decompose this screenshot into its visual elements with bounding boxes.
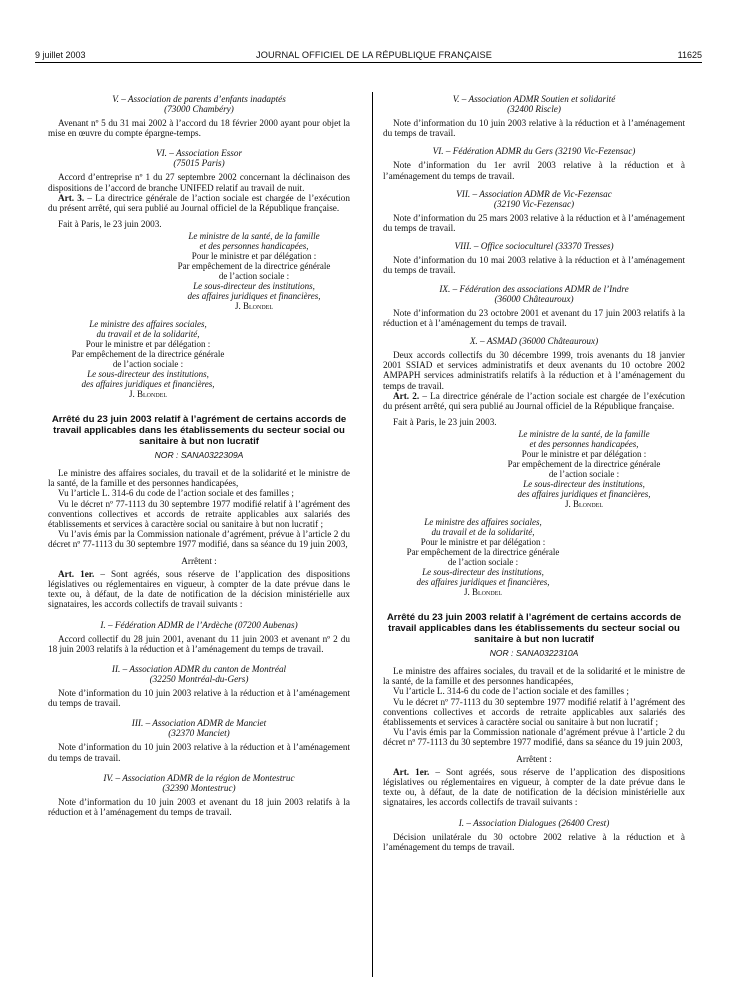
section-heading	[48, 773, 350, 793]
nor-code: NOR : SANA0322309A	[154, 449, 244, 460]
article-label: Art. 3.	[58, 192, 85, 203]
signature-line: Le ministre des affaires sociales,	[89, 319, 207, 330]
section-text: Deux accords collectifs du 30 décembre 1999, trois avenants du 18 janvier 2001 SSIAD et services administratifs et deux avenants du 10 octobre 2002 AMPAPH services administratifs relatifs à la réduction et à l’aménagement du temps de travail.	[383, 350, 685, 391]
section-heading	[383, 284, 685, 304]
signature-line: de l’action sociale :	[447, 557, 519, 568]
section-heading	[48, 94, 350, 114]
signature-line: de l’action sociale :	[218, 271, 290, 282]
signature-line: Pour le ministre et par délégation :	[191, 251, 317, 262]
section-text: Décision unilatérale du 30 octobre 2002 relative à la réduction et à l’aménagement du temps de travail.	[383, 831, 685, 852]
section-location: (32250 Montréal-du-Gers)	[149, 674, 249, 685]
preamble: Vu le décret nº 77-1113 du 30 septembre 1977 modifié relatif à l’agrément des conventions collectives et accords de retraite applicables aux salariés des établissements et services à caractère social ou sanitaire à but non lucratif ;	[48, 498, 350, 530]
article-text: – Sont agréés, sous réserve de l’application des dispositions législatives ou réglementaires en vigueur, à compter de la date prévue dans le texte ou, à défaut, de la date de notification de la décision ministérielle aux signataires, les accords collectifs de travail suivants :	[383, 766, 685, 808]
section-heading	[383, 241, 685, 251]
signature-line: des affaires juridiques et financières,	[187, 291, 321, 302]
section-title: VIII. – Office socioculturel (33370 Tresses)	[454, 241, 614, 252]
nor-reference	[48, 450, 350, 460]
section-heading	[383, 146, 685, 156]
signature-line: Le ministre de la santé, de la famille	[188, 231, 320, 242]
signature-line: du travail et de la solidarité,	[431, 527, 535, 538]
section-heading	[48, 718, 350, 738]
section-title: V. – Association ADMR Soutien et solidarité	[452, 94, 616, 104]
signature-line: des affaires juridiques et financières,	[517, 489, 651, 500]
section-heading	[48, 148, 350, 168]
section-location: (73000 Chambéry)	[164, 104, 234, 114]
signature-line: Le sous-directeur des institutions,	[193, 281, 315, 292]
section-location: (36000 Châteauroux)	[494, 293, 574, 304]
nor-code: NOR : SANA0322310A	[489, 647, 579, 658]
section-text: Note d’information du 10 juin 2003 relative à la réduction et à l’aménagement du temps de travail.	[48, 688, 350, 709]
section-heading	[383, 336, 685, 346]
section-text: Note d’information du 10 juin 2003 relative à la réduction et à l’aménagement du temps de travail.	[383, 118, 685, 139]
signature-line: des affaires juridiques et financières,	[416, 577, 550, 588]
section-text: Note d’information du 1er avril 2003 relative à la réduction et à l’aménagement du temps de travail.	[383, 160, 685, 181]
preamble: Vu l’avis émis par la Commission nationale d’agrément, prévue à l’article 2 du décret nº 77-1113 du 30 septembre 1977 modifié, dans sa séance du 19 juin 2003,	[48, 529, 350, 550]
left-column	[48, 94, 350, 817]
preamble: Vu l’avis émis par la Commission nationale d’agrément prévue à l’article 2 du décret nº 77-1113 du 30 septembre 1977 modifié, dans sa séance du 19 juin 2003,	[383, 727, 685, 748]
section-location: (32400 Riscle)	[507, 104, 561, 114]
section-title: I. – Fédération ADMR de l’Ardèche (07200 Aubenas)	[100, 619, 298, 630]
signature-block-1	[158, 231, 350, 311]
signature-block-1	[483, 429, 685, 509]
section-heading	[48, 664, 350, 684]
signatory-name: J. Blondel	[464, 587, 502, 598]
column-divider	[372, 92, 373, 977]
page-header	[0, 0, 748, 62]
section-text: Note d’information du 10 juin 2003 et avenant du 18 juin 2003 relatifs à la réduction et à l’aménagement du temps de travail.	[48, 796, 350, 818]
header-page-number: 11625	[677, 50, 702, 60]
header-rule	[35, 62, 702, 63]
section-text: Avenant nº 5 du 31 mai 2002 à l’accord du 18 février 2000 ayant pour objet la mise en œuvre du compte épargne-temps.	[48, 118, 350, 139]
section-title: VI. – Association Essor	[155, 148, 243, 159]
signature-line: et des personnes handicapées,	[199, 241, 309, 252]
preamble: Le ministre des affaires sociales, du travail et de la solidarité et le ministre de la santé, de la famille et des personnes handicapées,	[383, 666, 685, 687]
section-title: I. – Association Dialogues (26400 Crest)	[458, 817, 610, 828]
signature-line: Par empêchement de la directrice générale	[71, 349, 225, 360]
article-1	[383, 767, 685, 808]
section-text: Note d’information du 10 mai 2003 relative à la réduction et à l’aménagement du temps de travail.	[383, 255, 685, 276]
signature-line: Le sous-directeur des institutions,	[87, 369, 209, 380]
signature-line: Le sous-directeur des institutions,	[523, 479, 645, 490]
signature-line: Pour le ministre et par délégation :	[420, 537, 546, 548]
decree-title: Arrêté du 23 juin 2003 relatif à l’agrément de certains accords de travail applicables dans les établissements du secteur social ou sanitaire à but non lucratif	[386, 612, 682, 646]
signatory-name: J. Blondel	[565, 499, 603, 510]
section-heading	[383, 189, 685, 209]
preamble: Vu l’article L. 314-6 du code de l’action sociale et des familles ;	[58, 488, 294, 499]
article-1	[48, 569, 350, 610]
preamble: Le ministre des affaires sociales, du travail et de la solidarité et le ministre de la santé, de la famille et des personnes handicapées,	[48, 468, 350, 489]
section-location: (32190 Vic-Fezensac)	[493, 198, 575, 209]
signature-block-2	[48, 319, 248, 399]
article-2	[383, 391, 685, 411]
signature-line: de l’action sociale :	[112, 359, 184, 370]
section-title: X. – ASMAD (36000 Châteauroux)	[469, 336, 599, 347]
section-heading	[383, 818, 685, 828]
section-text: Note d’information du 10 juin 2003 relative à la réduction et à l’aménagement du temps de travail.	[48, 742, 350, 763]
section-location: (75015 Paris)	[173, 158, 225, 169]
section-title: VII. – Association ADMR de Vic-Fezensac	[456, 188, 612, 199]
section-text: Note d’information du 25 mars 2003 relative à la réduction et à l’aménagement du temps de travail.	[383, 212, 685, 234]
section-heading	[48, 620, 350, 630]
signature-line: du travail et de la solidarité,	[96, 329, 200, 340]
right-column	[383, 94, 685, 852]
signature-line: Par empêchement de la directrice générale	[406, 547, 560, 558]
signature-line: des affaires juridiques et financières,	[81, 379, 215, 390]
signatory-name: J. Blondel	[235, 301, 273, 312]
article-text: – La directrice générale de l’action sociale est chargée de l’exécution du présent arrêté, qui sera publié au Journal officiel de la République française.	[383, 390, 685, 412]
section-title: IX. – Fédération des associations ADMR de l’Indre	[439, 283, 629, 294]
signature-block-2	[383, 517, 583, 597]
header-date: 9 juillet 2003	[35, 50, 86, 60]
article-text: – La directrice générale de l’action sociale est chargée de l’exécution du présent arrêté, qui sera publié au Journal officiel de la République française.	[48, 192, 350, 214]
section-text: Accord collectif du 28 juin 2001, avenant du 11 juin 2003 et avenant nº 2 du 18 juin 2003 relatifs à la réduction et à l’aménagement du temps de travail.	[48, 633, 350, 654]
preamble: Vu l’article L. 314-6 du code de l’action sociale et des familles ;	[393, 686, 629, 697]
nor-reference	[383, 648, 685, 658]
section-location: (32390 Montestruc)	[162, 782, 236, 793]
section-location: (32370 Manciet)	[168, 728, 230, 739]
signature-line: Le ministre de la santé, de la famille	[518, 429, 650, 440]
signature-line: Le ministre des affaires sociales,	[424, 517, 542, 528]
signatory-name: J. Blondel	[129, 389, 167, 400]
arretent: Arrêtent :	[516, 753, 552, 764]
section-title: II. – Association ADMR du canton de Montréal	[111, 664, 287, 675]
decree-title: Arrêté du 23 juin 2003 relatif à l’agrément de certains accords de travail applicables dans les établissements du secteur social ou sanitaire à but non lucratif	[51, 414, 347, 448]
section-title: V. – Association de parents d’enfants inadaptés	[112, 94, 286, 104]
article-label: Art. 2.	[393, 390, 420, 401]
article-label: Art. 1er.	[393, 766, 430, 777]
section-text: Note d’information du 23 octobre 2001 et avenant du 17 juin 2003 relatifs à la réduction et à l’aménagement du temps de travail.	[383, 307, 685, 328]
header-journal-title: JOURNAL OFFICIEL DE LA RÉPUBLIQUE FRANÇAISE	[256, 50, 492, 60]
signature-line: de l’action sociale :	[548, 469, 620, 480]
arretent: Arrêtent :	[181, 555, 217, 566]
section-title: VI. – Fédération ADMR du Gers (32190 Vic-Fezensac)	[432, 146, 636, 157]
signature-date: Fait à Paris, le 23 juin 2003.	[58, 219, 162, 230]
signature-line: et des personnes handicapées,	[529, 439, 639, 450]
article-text: – Sont agréés, sous réserve de l’application des dispositions législatives ou réglementaires en vigueur, à compter de la date prévue dans le texte ou, à défaut, de la date de notification de la décision ministérielle aux signataires, les accords collectifs de travail suivants :	[48, 568, 350, 610]
signature-date: Fait à Paris, le 23 juin 2003.	[393, 417, 497, 428]
article-label: Art. 1er.	[58, 568, 95, 579]
section-heading	[383, 94, 685, 114]
signature-line: Le sous-directeur des institutions,	[422, 567, 544, 578]
signature-line: Par empêchement de la directrice générale	[177, 261, 331, 272]
signature-line: Pour le ministre et par délégation :	[521, 449, 647, 460]
section-text: Accord d’entreprise nº 1 du 27 septembre 2002 concernant la déclinaison des dispositions de l’accord de branche UNIFED relatif au travail de nuit.	[48, 172, 350, 193]
section-title: IV. – Association ADMR de la région de Montestruc	[103, 772, 295, 783]
section-title: III. – Association ADMR de Manciet	[131, 718, 267, 729]
preamble: Vu le décret nº 77-1113 du 30 septembre 1977 modifié relatif à l’agrément des conventions collectives et accords de retraite applicables aux salariés des établissements et services à caractère social ou sanitaire à but non lucratif ;	[383, 696, 685, 728]
signature-line: Par empêchement de la directrice générale	[507, 459, 661, 470]
article-3	[48, 193, 350, 213]
signature-line: Pour le ministre et par délégation :	[85, 339, 211, 350]
